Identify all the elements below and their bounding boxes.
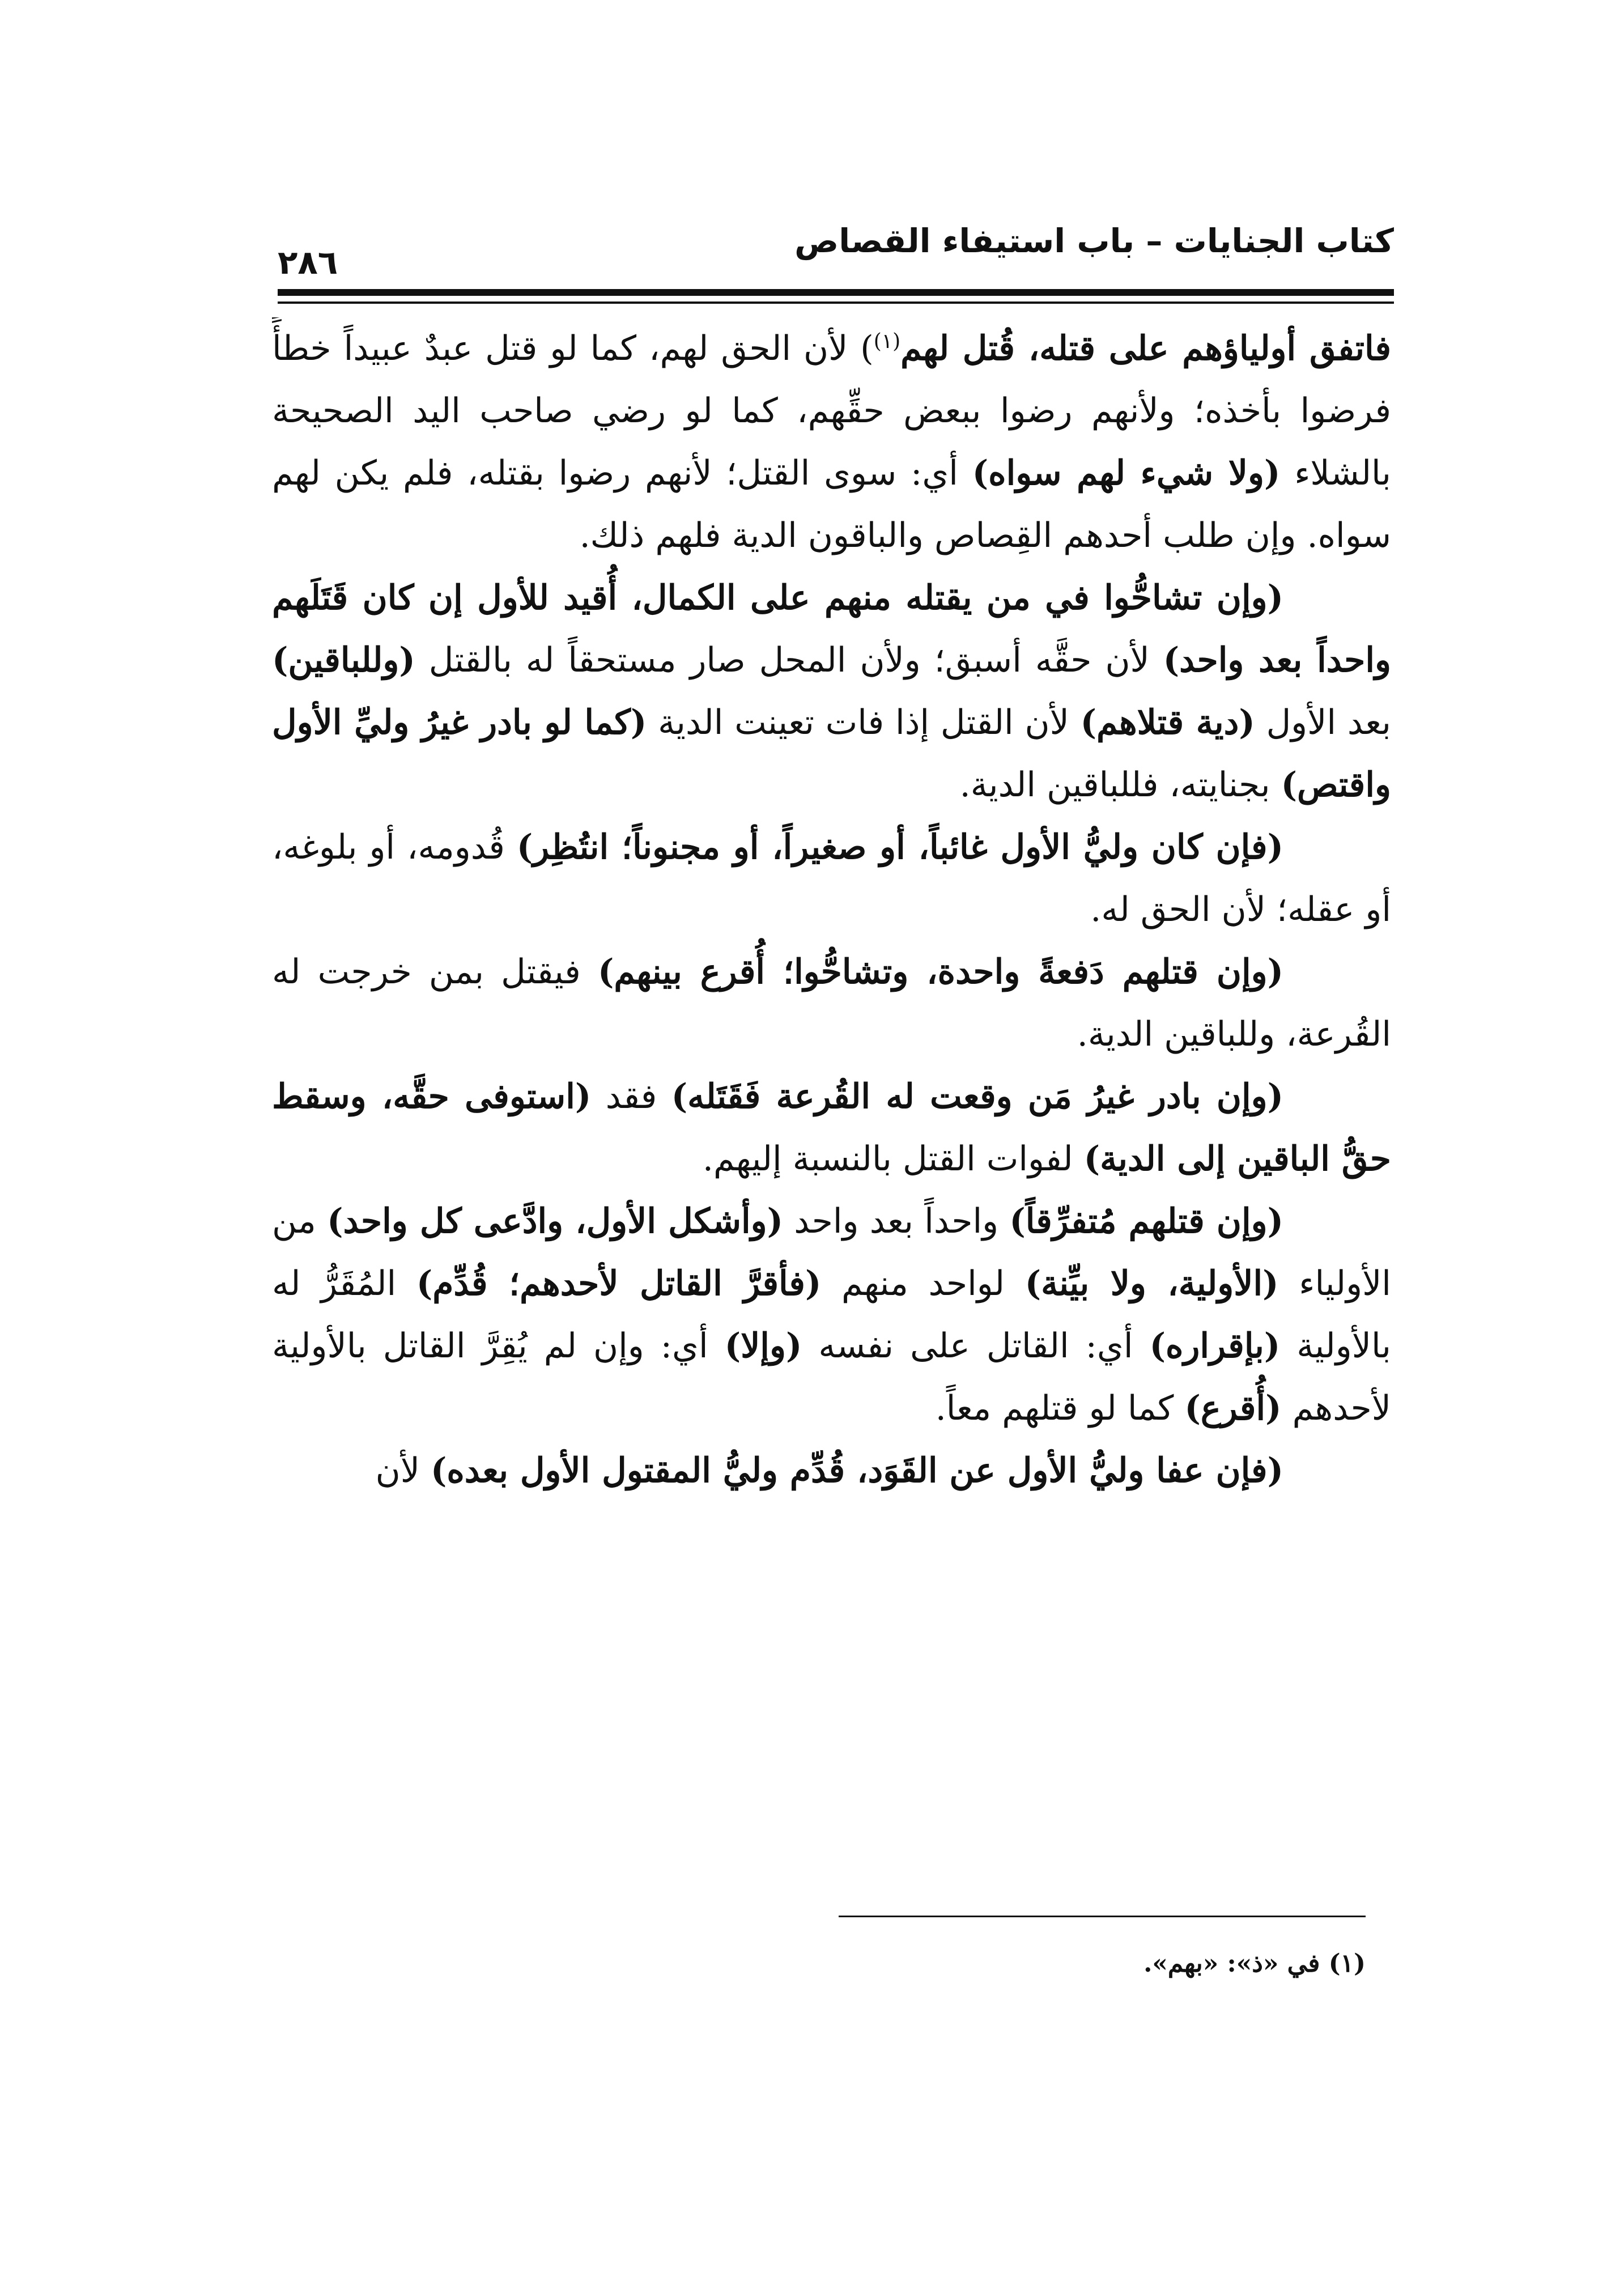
paragraph — [272, 317, 1391, 567]
matn-text: (وإن قتلهم دَفعةً واحدة، وتشاحُّوا؛ أُقرع بينهم) — [597, 952, 1283, 992]
commentary-text: فقد — [591, 1077, 671, 1116]
body-text — [272, 317, 1391, 1882]
matn-text: (فإن عفا وليُّ الأول عن القَوَد، قُدِّم وليُّ المقتول الأول بعده) — [430, 1451, 1283, 1491]
matn-text: (دية قتلاهم) — [1080, 703, 1255, 742]
header-rule-thin — [278, 302, 1394, 304]
matn-text: فاتفق أولياؤهم على قتله، قُتل لهم — [900, 329, 1391, 368]
matn-text: (وإلا) — [724, 1326, 802, 1366]
commentary-text: كما لو قتلهم معاً. — [935, 1388, 1185, 1428]
commentary-text: قُدومه، أو بلوغه، أو عقله؛ لأن الحق له. — [272, 827, 1391, 929]
header-rule-thick — [278, 289, 1394, 296]
chapter-title: كتاب الجنايات – باب استيفاء القصاص — [794, 222, 1394, 260]
commentary-text: ) لأن الحق لهم، كما لو قتل عبدٌ عبيداً خطأً فرضوا بأخذه؛ ولأنهم رضوا ببعض حقِّهم، كما لو رضي صاحب اليد الصحيحة بالشلاء — [272, 329, 1391, 493]
footnote-reference: (١) — [873, 330, 901, 353]
paragraph — [272, 1440, 1391, 1502]
matn-text: (أُقرع) — [1184, 1388, 1282, 1428]
matn-text: (وللباقين) — [272, 640, 415, 680]
matn-text: (وأشكل الأول، وادَّعى كل واحد) — [327, 1201, 784, 1241]
matn-text: (استوفى حقَّه، وسقط حقُّ الباقين إلى الدية) — [272, 1077, 1391, 1179]
matn-text: (وإن قتلهم مُتفرِّقاً) — [1009, 1201, 1284, 1241]
commentary-text: المُقَرُّ له بالأولية — [272, 1264, 1391, 1366]
commentary-text: لأن حقَّه أسبق؛ ولأن المحل صار مستحقاً له بالقتل — [415, 640, 1163, 680]
paragraph — [272, 1065, 1391, 1190]
matn-text: (الأولية، ولا بيِّنة) — [1024, 1264, 1279, 1303]
paragraph — [272, 941, 1391, 1065]
commentary-text: من الأولياء — [272, 1201, 1391, 1303]
commentary-text: واحداً بعد واحد — [783, 1201, 1010, 1241]
paragraph — [272, 1190, 1391, 1440]
matn-text: (فإن كان وليُّ الأول غائباً، أو صغيراً، أو مجنوناً؛ انتُظِر) — [516, 827, 1283, 867]
commentary-text: أي: سوى القتل؛ لأنهم رضوا بقتله، فلم يكن لهم سواه. وإن طلب أحدهم القِصاص والباقون الدية فلهم ذلك. — [272, 453, 1391, 555]
commentary-text: بعد الأول — [1255, 703, 1391, 742]
paragraph — [272, 816, 1391, 941]
commentary-text: لأن القتل إذا فات تعينت الدية — [647, 703, 1081, 742]
commentary-text: لأن — [375, 1451, 431, 1491]
commentary-text: لواحد منهم — [821, 1264, 1025, 1303]
paragraph — [272, 567, 1391, 816]
matn-text: (كما لو بادر غيرُ وليِّ الأول واقتص) — [272, 703, 1391, 805]
footnote-separator — [839, 1916, 1366, 1917]
matn-text: (ولا شيء لهم سواه) — [972, 453, 1281, 493]
commentary-text: أي: وإن لم يُقِرَّ القاتل بالأولية لأحدهم — [272, 1326, 1391, 1428]
commentary-text: لفوات القتل بالنسبة إليهم. — [702, 1139, 1084, 1179]
commentary-text: فيقتل بمن خرجت له القُرعة، وللباقين الدية. — [272, 952, 1391, 1054]
commentary-text: بجنايته، فللباقين الدية. — [959, 765, 1281, 805]
footnote: (١) في «ذ»: «بهم». — [1143, 1949, 1366, 1978]
commentary-text: أي: القاتل على نفسه — [802, 1326, 1150, 1366]
matn-text: (وإن بادر غيرُ مَن وقعت له القُرعة فَقَتَله) — [671, 1077, 1283, 1116]
matn-text: (فأقرَّ القاتل لأحدهم؛ قُدِّم) — [416, 1264, 822, 1303]
page-number: ٢٨٦ — [278, 243, 338, 282]
matn-text: (وإن تشاحُّوا في من يقتله منهم على الكمال، أُقيد للأول إن كان قَتَلَهم واحداً بعد واحد) — [272, 578, 1391, 680]
matn-text: (بإقراره) — [1149, 1326, 1281, 1366]
